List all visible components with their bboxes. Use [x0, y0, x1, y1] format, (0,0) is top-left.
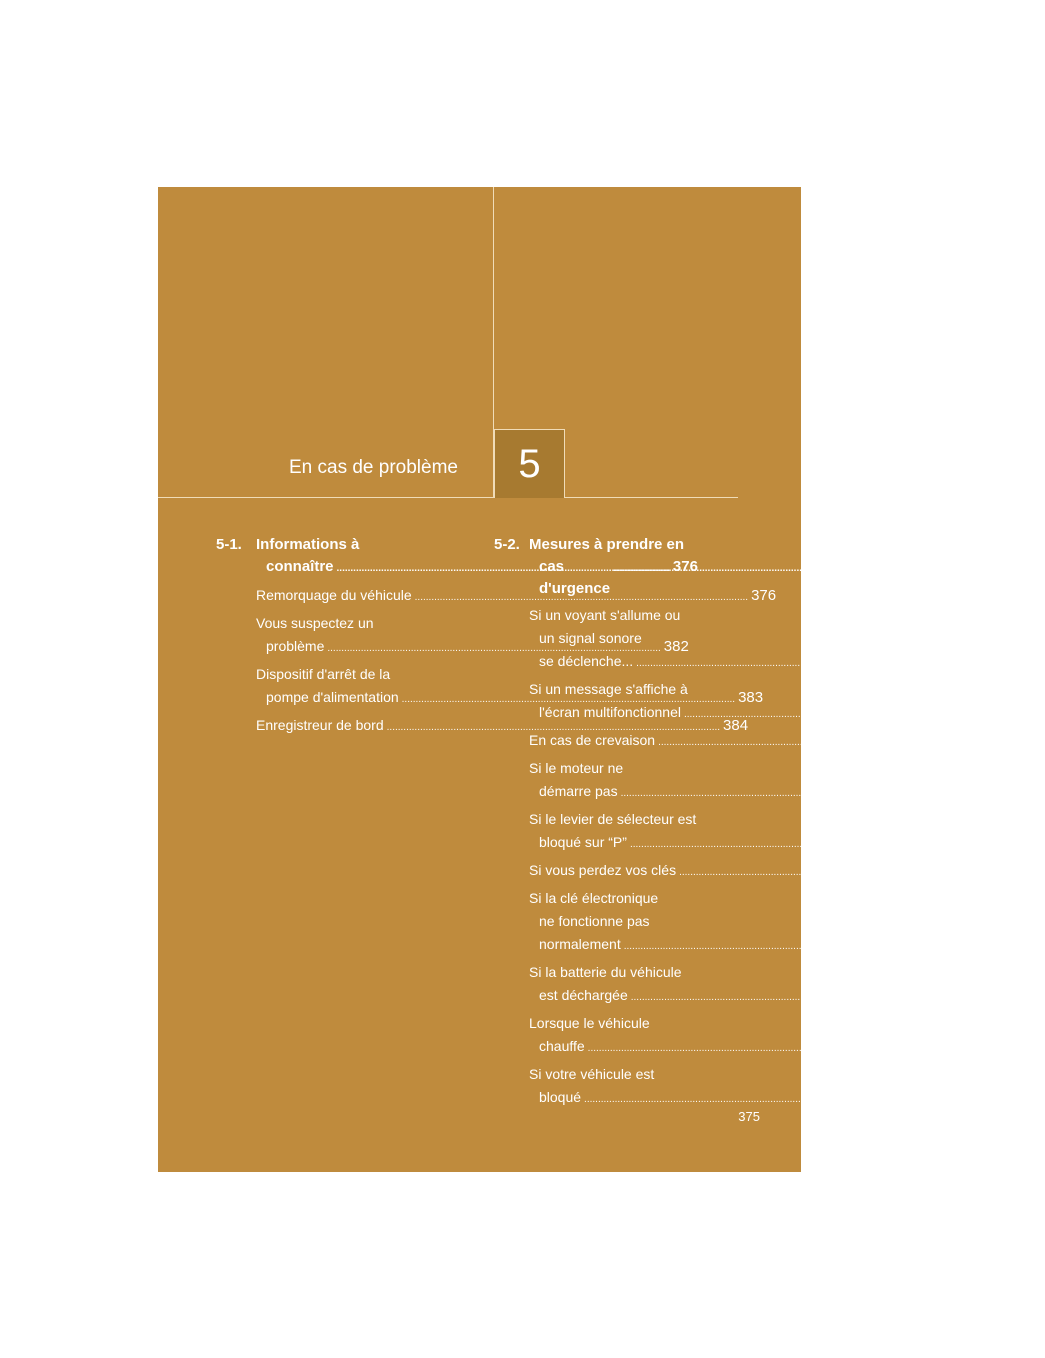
section-page: 386 [949, 558, 975, 575]
entry-line: Si le levier de sélecteur est [529, 811, 697, 827]
entry-line: Si votre véhicule est [529, 1066, 655, 1082]
entry-last-line [529, 984, 993, 1009]
entry-page: 384 [723, 717, 749, 734]
horizontal-divider [158, 497, 738, 498]
toc-entry[interactable] [494, 757, 983, 805]
leader-dots [621, 780, 954, 805]
chapter-panel [158, 187, 1045, 1172]
entry-text: Enregistreur de bord [256, 717, 384, 733]
leader-dots [631, 984, 964, 1009]
toc-entry[interactable] [494, 729, 1019, 754]
leader-dots [679, 859, 1012, 884]
entry-text: chauffe [539, 1038, 585, 1054]
entry-last-line [529, 780, 983, 805]
section-number: 5-1. [216, 536, 242, 553]
section-number: 5-2. [494, 536, 520, 553]
toc-entry[interactable] [494, 887, 986, 958]
entry-page: 411 [994, 732, 1019, 749]
entry-page: 395 [1020, 704, 1045, 721]
toc-entry[interactable] [494, 1012, 950, 1060]
entry-last-line [529, 859, 1041, 884]
chapter-number: 5 [518, 442, 541, 486]
section-title-line [529, 556, 975, 600]
entry-line: ne fonctionne pas [539, 913, 650, 929]
entry-last-line [529, 1086, 946, 1111]
section-title-text: connaître [266, 558, 334, 575]
entry-text: démarre pas [539, 783, 618, 799]
leader-dots [636, 650, 969, 675]
entry-line: Si un message s'affiche à [529, 681, 688, 697]
entry-page: 383 [738, 689, 764, 706]
entry-page: 386 [972, 653, 998, 670]
entry-last-line [529, 1035, 950, 1060]
entry-page: 425 [960, 936, 986, 953]
entry-page: 424 [1015, 862, 1041, 879]
leader-dots [613, 556, 946, 600]
toc-entry[interactable] [494, 1063, 946, 1111]
entry-line: un signal sonore [539, 630, 642, 646]
toc-entry[interactable] [494, 808, 992, 856]
entry-page: 428 [967, 987, 993, 1004]
entry-text: bloqué [539, 1089, 582, 1105]
page-number: 375 [738, 1109, 760, 1124]
section-title-line: Informations à [256, 536, 360, 553]
entry-page: 382 [663, 638, 689, 655]
entry-text: pompe d'alimentation [266, 689, 399, 705]
entry-line: Si la batterie du véhicule [529, 964, 682, 980]
entry-text: En cas de crevaison [529, 732, 656, 748]
entry-last-line [529, 650, 998, 675]
entry-text: Si vous perdez vos clés [529, 862, 677, 878]
entry-page: 376 [751, 587, 777, 604]
entry-last-line [256, 584, 777, 609]
entry-line: Si le moteur ne [529, 760, 624, 776]
entry-text: problème [266, 638, 325, 654]
entry-page: 421 [957, 783, 983, 800]
entry-text: l'écran multifonctionnel [539, 704, 681, 720]
entry-text: normalement [539, 936, 621, 952]
entry-line: Si la clé électronique [529, 890, 659, 906]
leader-dots [584, 1086, 917, 1111]
entry-text: bloqué sur “P” [539, 834, 627, 850]
entry-page: 435 [920, 1089, 946, 1106]
leader-dots [684, 701, 1017, 726]
toc-entry[interactable] [494, 859, 1041, 884]
section-title [529, 534, 975, 600]
entry-page: 432 [924, 1038, 950, 1055]
entry-text: se déclenche... [539, 653, 634, 669]
entry-text: est déchargée [539, 987, 628, 1003]
entry-line: Lorsque le véhicule [529, 1015, 650, 1031]
entry-last-line [529, 933, 986, 958]
entry-page: 423 [966, 834, 992, 851]
section-title-line: Mesures à prendre en [529, 536, 685, 553]
toc-entry[interactable] [216, 714, 749, 739]
entry-last-line [529, 831, 992, 856]
entry-last-line [529, 729, 1019, 754]
toc-entry[interactable] [494, 604, 998, 675]
entry-line: Si un voyant s'allume ou [529, 607, 681, 623]
leader-dots [630, 831, 963, 856]
entry-last-line [256, 714, 749, 739]
section-title-text: cas d'urgence [539, 558, 611, 597]
section-page: 376 [672, 558, 698, 575]
chapter-number-box [494, 429, 565, 498]
toc-entry[interactable] [216, 584, 777, 609]
chapter-title: En cas de problème [289, 457, 458, 478]
leader-dots [588, 1035, 921, 1060]
toc-entry[interactable] [494, 961, 993, 1009]
entry-line: Vous suspectez un [256, 615, 374, 631]
leader-dots [624, 933, 957, 958]
leader-dots [658, 729, 991, 754]
entry-line: Dispositif d'arrêt de la [256, 666, 391, 682]
entry-text: Remorquage du véhicule [256, 587, 412, 603]
